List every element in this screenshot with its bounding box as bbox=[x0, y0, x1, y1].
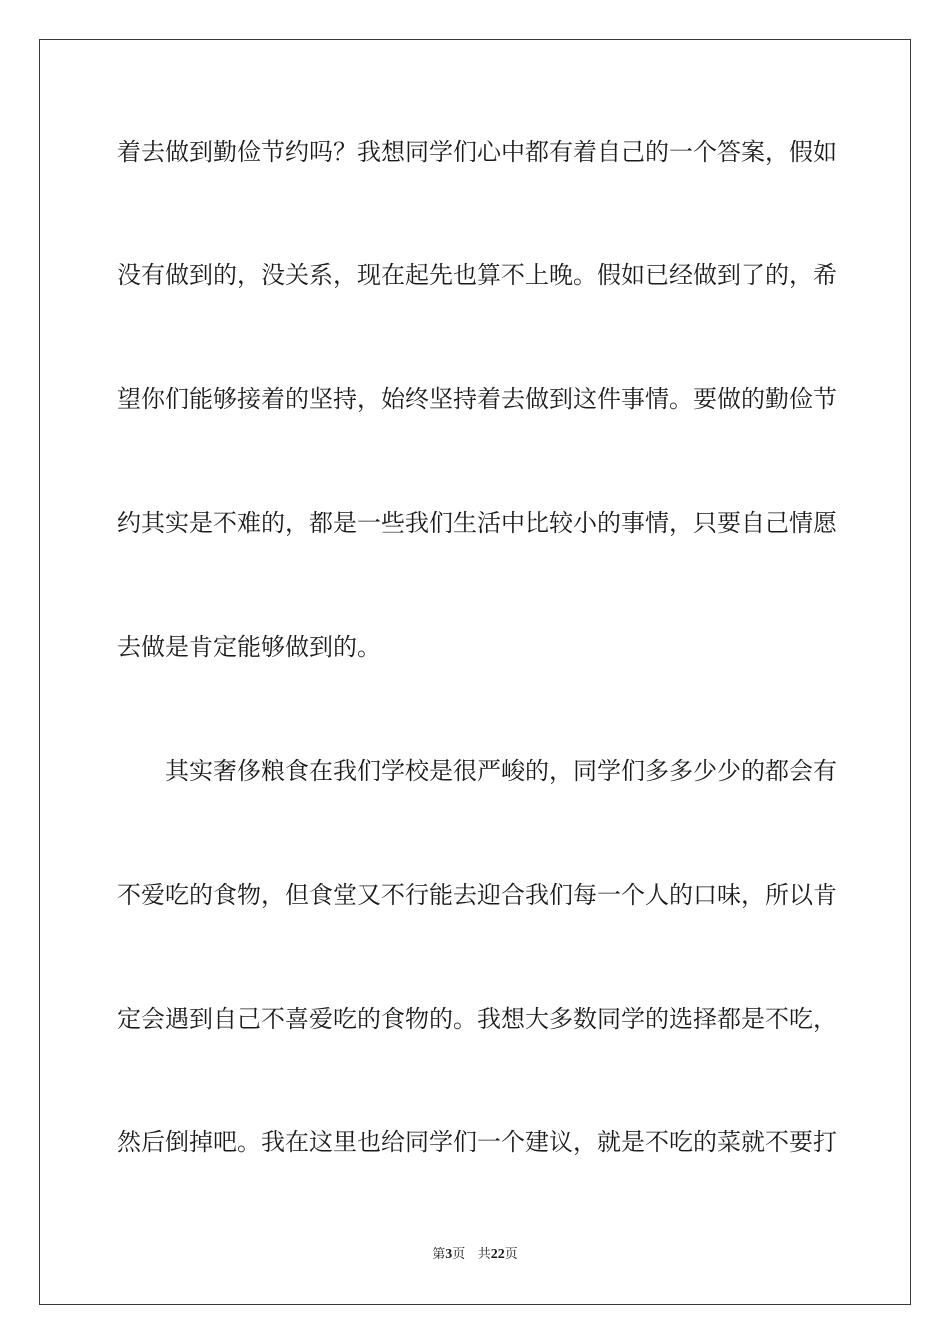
total-pages: 22 bbox=[490, 1247, 505, 1262]
total-prefix: 共 bbox=[477, 1247, 491, 1262]
text-line: 去做是肯定能够做到的。 bbox=[117, 633, 381, 661]
text-line: 然后倒掉吧。我在这里也给同学们一个建议，就是不吃的菜就不要打 bbox=[117, 1128, 837, 1156]
page-footer bbox=[0, 1246, 950, 1264]
text-line: 望你们能够接着的坚持，始终坚持着去做到这件事情。要做的勤俭节 bbox=[117, 385, 837, 413]
total-suffix: 页 bbox=[504, 1247, 518, 1262]
page-number: 3 bbox=[445, 1247, 453, 1262]
paragraph-first-line: 其实奢侈粮食在我们学校是很严峻的，同学们多多少少的都会有 bbox=[165, 757, 837, 785]
text-line: 着去做到勤俭节约吗？我想同学们心中都有着自己的一个答案，假如 bbox=[117, 138, 837, 166]
text-line: 不爱吃的食物，但食堂又不行能去迎合我们每一个人的口味，所以肯 bbox=[117, 881, 837, 909]
page-suffix: 页 bbox=[452, 1247, 466, 1262]
page-border bbox=[39, 39, 911, 1305]
page-prefix: 第 bbox=[432, 1247, 446, 1262]
text-line: 没有做到的，没关系，现在起先也算不上晚。假如已经做到了的，希 bbox=[117, 261, 837, 289]
text-line: 定会遇到自己不喜爱吃的食物的。我想大多数同学的选择都是不吃， bbox=[117, 1005, 837, 1033]
text-line: 约其实是不难的，都是一些我们生活中比较小的事情，只要自己情愿 bbox=[117, 509, 837, 537]
